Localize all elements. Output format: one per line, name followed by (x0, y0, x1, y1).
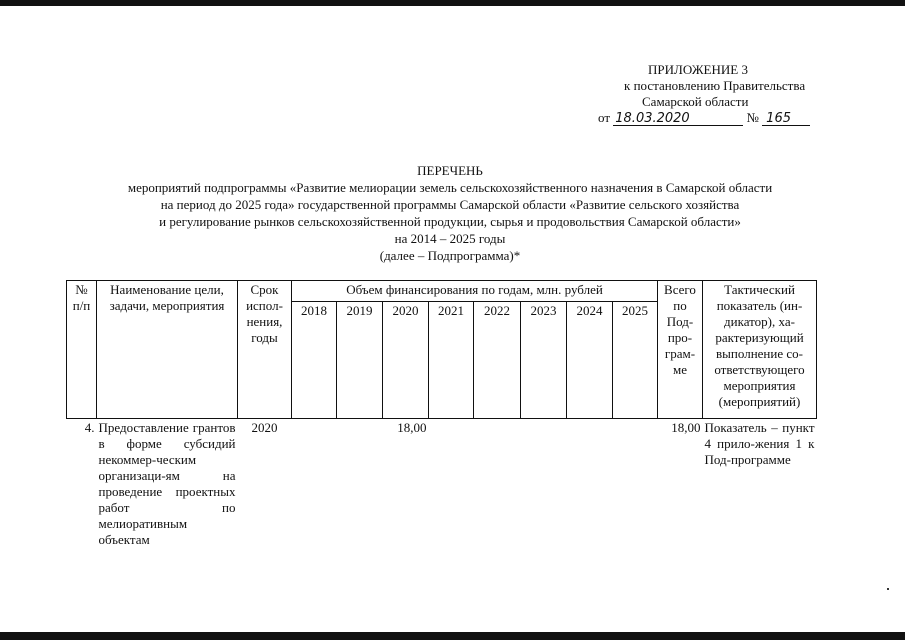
heading-line-2: на период до 2025 года» государственной программы Самарской области «Развитие сельского хозяйства (160, 197, 740, 212)
row-value-2020: 18,00 (397, 420, 427, 435)
year-header: 2019 (337, 302, 383, 419)
table-row (67, 419, 817, 550)
year-header: 2018 (292, 302, 337, 419)
appendix-block (560, 62, 850, 126)
row-value-2022 (474, 419, 521, 550)
row-value-2024 (567, 419, 613, 550)
header-funding: Объем финансирования по годам, млн. рублей (292, 281, 658, 302)
year-header: 2024 (567, 302, 613, 419)
row-value-2021 (429, 419, 474, 550)
row-value-2023 (521, 419, 567, 550)
year-header: 2025 (613, 302, 658, 419)
header-term: Срок испол-нения, годы (238, 281, 292, 419)
heading-line-5: (далее – Подпрограмма)* (379, 248, 521, 263)
heading-title: ПЕРЕЧЕНЬ (417, 163, 483, 178)
date-prefix: от (598, 110, 611, 125)
row-num: 4. (84, 420, 95, 435)
year-header: 2021 (429, 302, 474, 419)
document-heading (60, 162, 840, 264)
year-header: 2022 (474, 302, 521, 419)
appendix-line-2: к постановлению Правительства (624, 78, 806, 93)
scan-bottom-border (0, 632, 905, 640)
row-value-2019 (337, 419, 383, 550)
row-name: Предоставление грантов в форме субсидий некоммер-ческим организаци-ям на проведение проектных работ по мелиоративным объектам (98, 420, 236, 547)
scan-top-border (0, 0, 905, 6)
header-total: Всего по Под-про-грам-ме (658, 281, 703, 419)
appendix-line-3: Самарской области (642, 94, 749, 109)
row-indicator: Показатель – пункт 4 прило-жения 1 к Под-программе (704, 420, 815, 467)
number-prefix: № (746, 110, 759, 125)
handwritten-number: 165 (762, 112, 810, 126)
year-header: 2023 (521, 302, 567, 419)
row-total: 18,00 (671, 420, 701, 435)
header-num: № п/п (67, 281, 97, 419)
heading-line-4: на 2014 – 2025 годы (394, 231, 506, 246)
row-value-2018 (292, 419, 337, 550)
header-indicator: Тактический показатель (ин-дикатор), ха-рактеризующий выполнение со-ответствующего мероприятия (мероприятий) (703, 281, 817, 419)
row-value-2025 (613, 419, 658, 550)
handwritten-date: 18.03.2020 (613, 112, 743, 126)
scan-speck (887, 588, 889, 590)
row-term: 2020 (251, 420, 278, 435)
heading-line-3: и регулирование рынков сельскохозяйственной продукции, сырья и продовольствия Самарской области» (159, 214, 741, 229)
heading-line-1: мероприятий подпрограммы «Развитие мелиорации земель сельскохозяйственного назначения в Самарской области (127, 180, 773, 195)
year-header: 2020 (383, 302, 429, 419)
appendix-title: ПРИЛОЖЕНИЕ 3 (648, 62, 748, 77)
appendix-date-line (560, 110, 850, 126)
header-name: Наименование цели, задачи, мероприятия (97, 281, 238, 419)
measures-table (66, 280, 817, 549)
